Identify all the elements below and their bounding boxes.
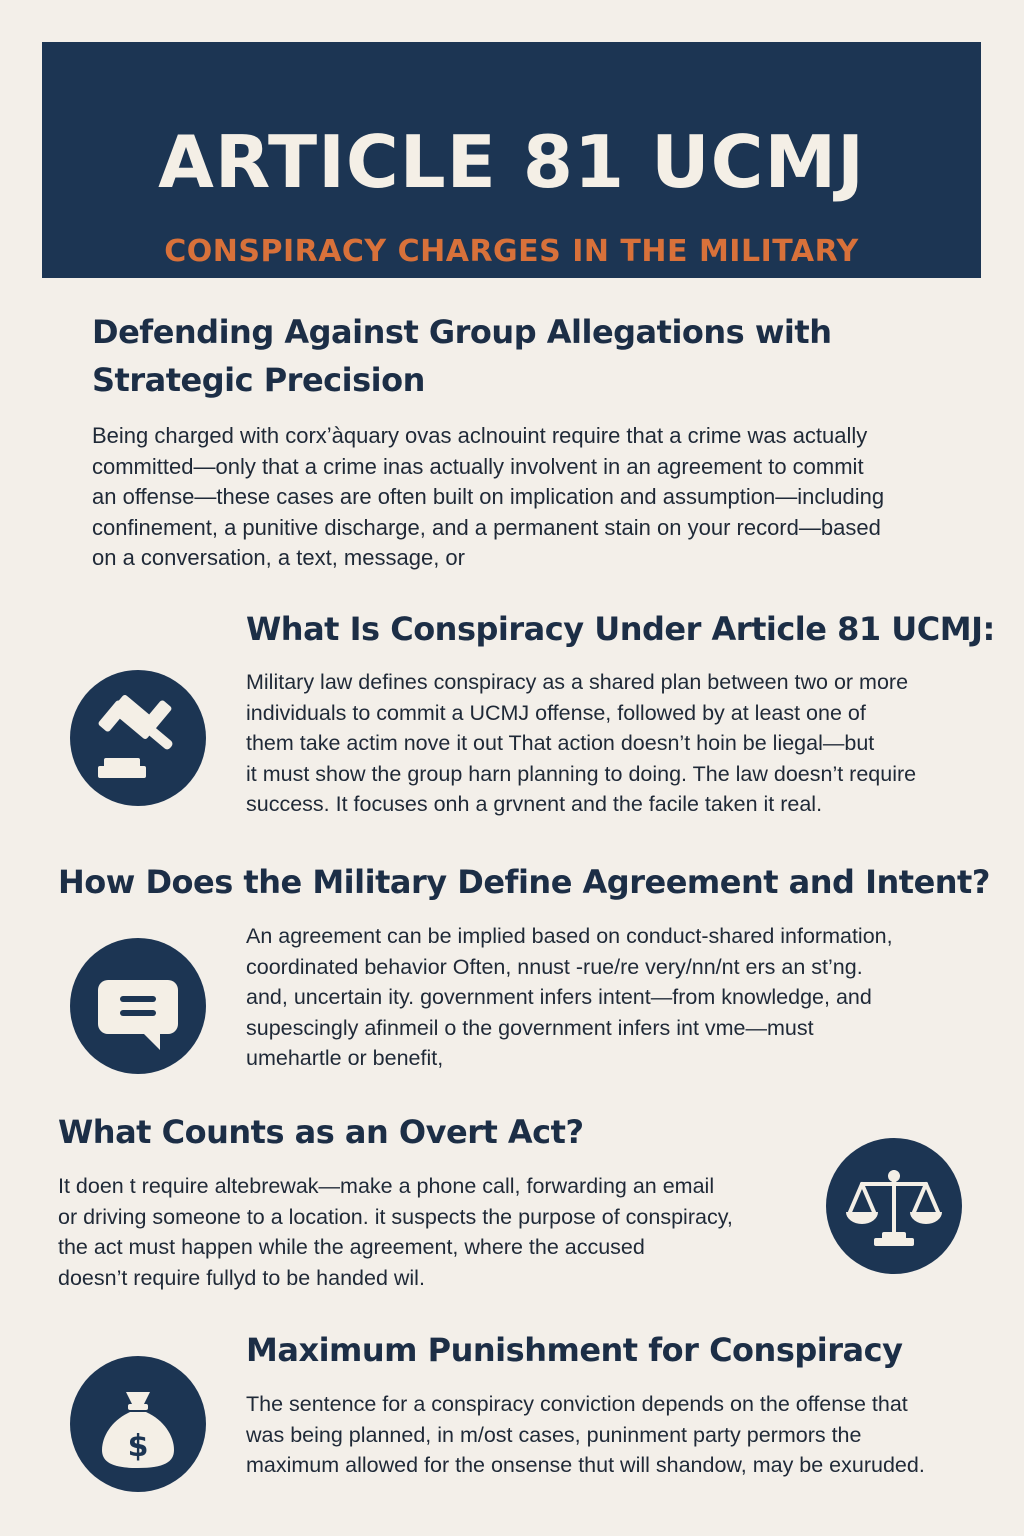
section-body-defending bbox=[92, 421, 884, 574]
body-line: doesn’t require fullyd to be handed wil. bbox=[58, 1265, 425, 1290]
title-banner bbox=[42, 42, 981, 278]
body-line: it must show the group harn planning to doing. The law doesn’t require bbox=[246, 761, 917, 786]
scales-of-justice-icon bbox=[826, 1138, 962, 1274]
section-heading-what-is-conspiracy: What Is Conspiracy Under Article 81 UCMJ: bbox=[246, 610, 995, 648]
section-body-maximum-punishment bbox=[246, 1389, 925, 1481]
speech-bubble-icon bbox=[70, 938, 206, 1074]
page-subtitle: CONSPIRACY CHARGES IN THE MILITARY bbox=[164, 234, 859, 269]
body-line: them take actim nove it out That action doesn’t hoin be liegal—but bbox=[246, 731, 875, 755]
body-line: The sentence for a conspiracy conviction depends on the offense that bbox=[246, 1392, 908, 1416]
body-line: maximum allowed for the onsense thut will shandow, may be exuruded. bbox=[246, 1453, 925, 1477]
heading-line: Strategic Precision bbox=[92, 361, 425, 399]
body-line: was being planned, in m/ost cases, puninment party permors the bbox=[246, 1422, 862, 1447]
body-line: an offense—these cases are often built on implication and assumption—including bbox=[92, 484, 885, 509]
body-line: supescingly afinmeil o the government infers int vme—must bbox=[246, 1015, 814, 1040]
body-line: or driving someone to a location. it suspects the purpose of conspiracy, bbox=[58, 1204, 733, 1229]
body-line: coordinated behavior Often, nnust -rue/re very/nn/nt ers an st’ng. bbox=[246, 954, 863, 979]
money-bag-icon bbox=[70, 1356, 206, 1492]
body-line: on a conversation, a text, message, or bbox=[92, 545, 465, 570]
section-heading-overt-act: What Counts as an Overt Act? bbox=[58, 1113, 584, 1151]
body-line: committed—only that a crime inas actually involvent in an agreement to commit bbox=[92, 453, 864, 479]
page-title: ARTICLE 81 UCMJ bbox=[158, 120, 865, 204]
body-line: success. It focuses onh a grvnent and the facile taken it real. bbox=[246, 792, 823, 816]
section-body-agreement-intent bbox=[246, 921, 893, 1074]
section-heading-maximum-punishment: Maximum Punishment for Conspiracy bbox=[246, 1331, 903, 1369]
body-line: umehartle or benefit, bbox=[246, 1046, 444, 1070]
section-heading-agreement-intent: How Does the Military Define Agreement and Intent? bbox=[58, 863, 990, 901]
body-line: An agreement can be implied based on conduct-shared information, bbox=[246, 924, 893, 948]
body-line: confinement, a punitive discharge, and a permanent stain on your record—based bbox=[92, 514, 881, 540]
body-line: Being charged with corx’àquary ovas aclnouint require that a crime was actually bbox=[92, 423, 868, 448]
body-line: It doen t require altebrewak—make a phone call, forwarding an email bbox=[58, 1174, 715, 1198]
section-body-overt-act bbox=[58, 1171, 733, 1293]
gavel-icon bbox=[70, 670, 206, 806]
heading-line: Defending Against Group Allegations with bbox=[92, 313, 832, 351]
section-heading-defending bbox=[92, 308, 831, 404]
body-line: individuals to commit a UCMJ offense, followed by at least one of bbox=[246, 700, 866, 725]
body-line: and, uncertain ity. government infers intent—from knowledge, and bbox=[246, 985, 872, 1009]
svg-text:$: $ bbox=[127, 1429, 149, 1464]
section-body-what-is-conspiracy bbox=[246, 667, 916, 820]
body-line: Military law defines conspiracy as a shared plan between two or more bbox=[246, 670, 909, 694]
body-line: the act must happen while the agreement, where the accused bbox=[58, 1235, 645, 1259]
